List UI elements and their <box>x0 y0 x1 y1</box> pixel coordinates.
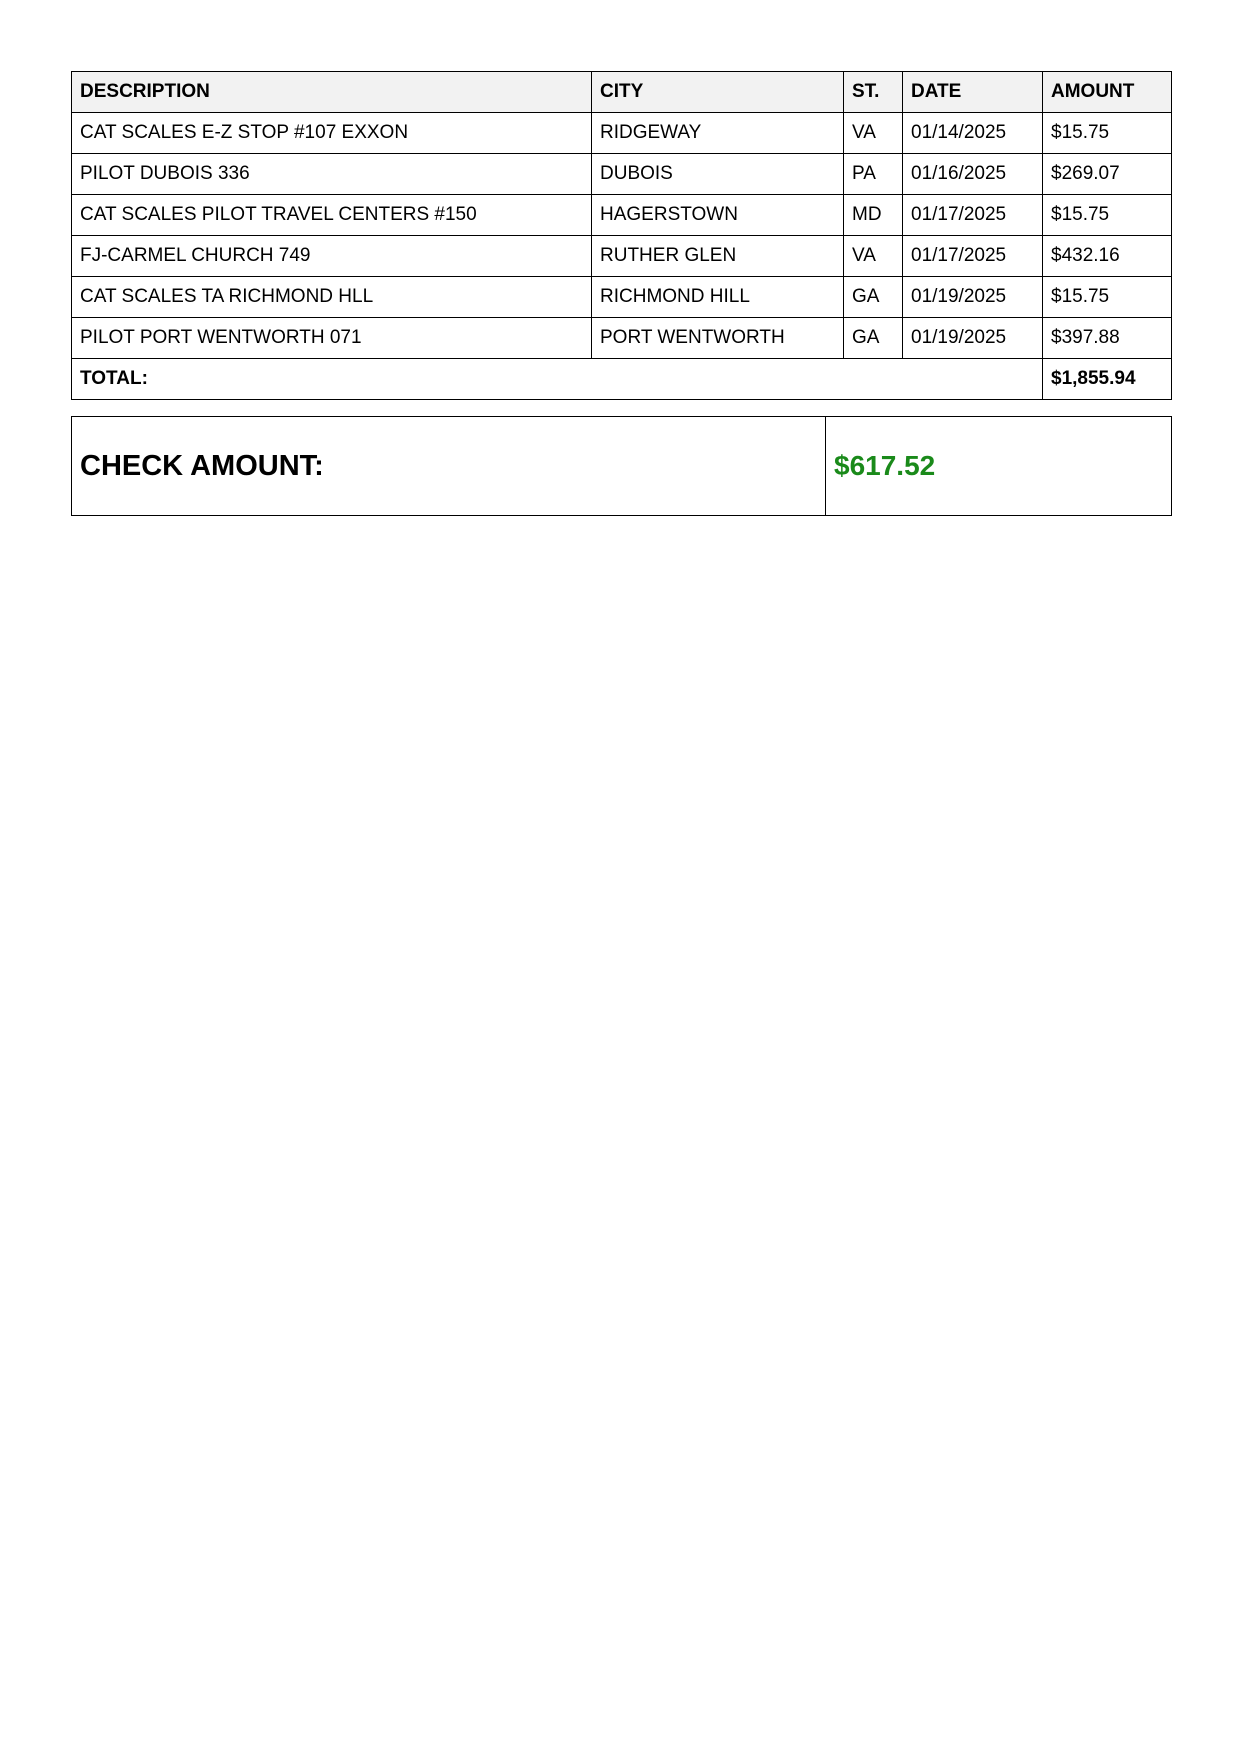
cell-description: FJ-CARMEL CHURCH 749 <box>72 236 592 277</box>
cell-description: CAT SCALES TA RICHMOND HLL <box>72 277 592 318</box>
cell-state: PA <box>844 154 903 195</box>
fuel-purchases-table <box>71 71 1172 400</box>
total-label: TOTAL: <box>72 359 1043 400</box>
table-row <box>72 195 1172 236</box>
check-amount-value: $617.52 <box>826 417 1172 516</box>
cell-city: RIDGEWAY <box>592 113 844 154</box>
cell-date: 01/17/2025 <box>903 195 1043 236</box>
cell-city: RICHMOND HILL <box>592 277 844 318</box>
cell-amount: $269.07 <box>1043 154 1172 195</box>
header-description: DESCRIPTION <box>72 72 592 113</box>
cell-amount: $397.88 <box>1043 318 1172 359</box>
cell-state: GA <box>844 277 903 318</box>
cell-amount: $15.75 <box>1043 113 1172 154</box>
cell-date: 01/14/2025 <box>903 113 1043 154</box>
cell-state: VA <box>844 113 903 154</box>
check-amount-row <box>72 417 1172 516</box>
cell-date: 01/16/2025 <box>903 154 1043 195</box>
table-row <box>72 236 1172 277</box>
header-city: CITY <box>592 72 844 113</box>
table-row <box>72 277 1172 318</box>
total-value: $1,855.94 <box>1043 359 1172 400</box>
cell-amount: $432.16 <box>1043 236 1172 277</box>
cell-date: 01/19/2025 <box>903 277 1043 318</box>
cell-state: MD <box>844 195 903 236</box>
cell-amount: $15.75 <box>1043 277 1172 318</box>
cell-description: PILOT PORT WENTWORTH 071 <box>72 318 592 359</box>
cell-city: DUBOIS <box>592 154 844 195</box>
total-row <box>72 359 1172 400</box>
header-date: DATE <box>903 72 1043 113</box>
document-page <box>71 71 1171 516</box>
header-amount: AMOUNT <box>1043 72 1172 113</box>
table-row <box>72 318 1172 359</box>
check-amount-box <box>71 416 1172 516</box>
table-row <box>72 113 1172 154</box>
cell-date: 01/17/2025 <box>903 236 1043 277</box>
cell-city: RUTHER GLEN <box>592 236 844 277</box>
check-amount-label: CHECK AMOUNT: <box>72 417 826 516</box>
header-state: ST. <box>844 72 903 113</box>
table-header-row <box>72 72 1172 113</box>
cell-description: PILOT DUBOIS 336 <box>72 154 592 195</box>
cell-state: VA <box>844 236 903 277</box>
table-row <box>72 154 1172 195</box>
cell-city: PORT WENTWORTH <box>592 318 844 359</box>
cell-description: CAT SCALES PILOT TRAVEL CENTERS #150 <box>72 195 592 236</box>
cell-description: CAT SCALES E-Z STOP #107 EXXON <box>72 113 592 154</box>
cell-amount: $15.75 <box>1043 195 1172 236</box>
cell-state: GA <box>844 318 903 359</box>
cell-city: HAGERSTOWN <box>592 195 844 236</box>
cell-date: 01/19/2025 <box>903 318 1043 359</box>
